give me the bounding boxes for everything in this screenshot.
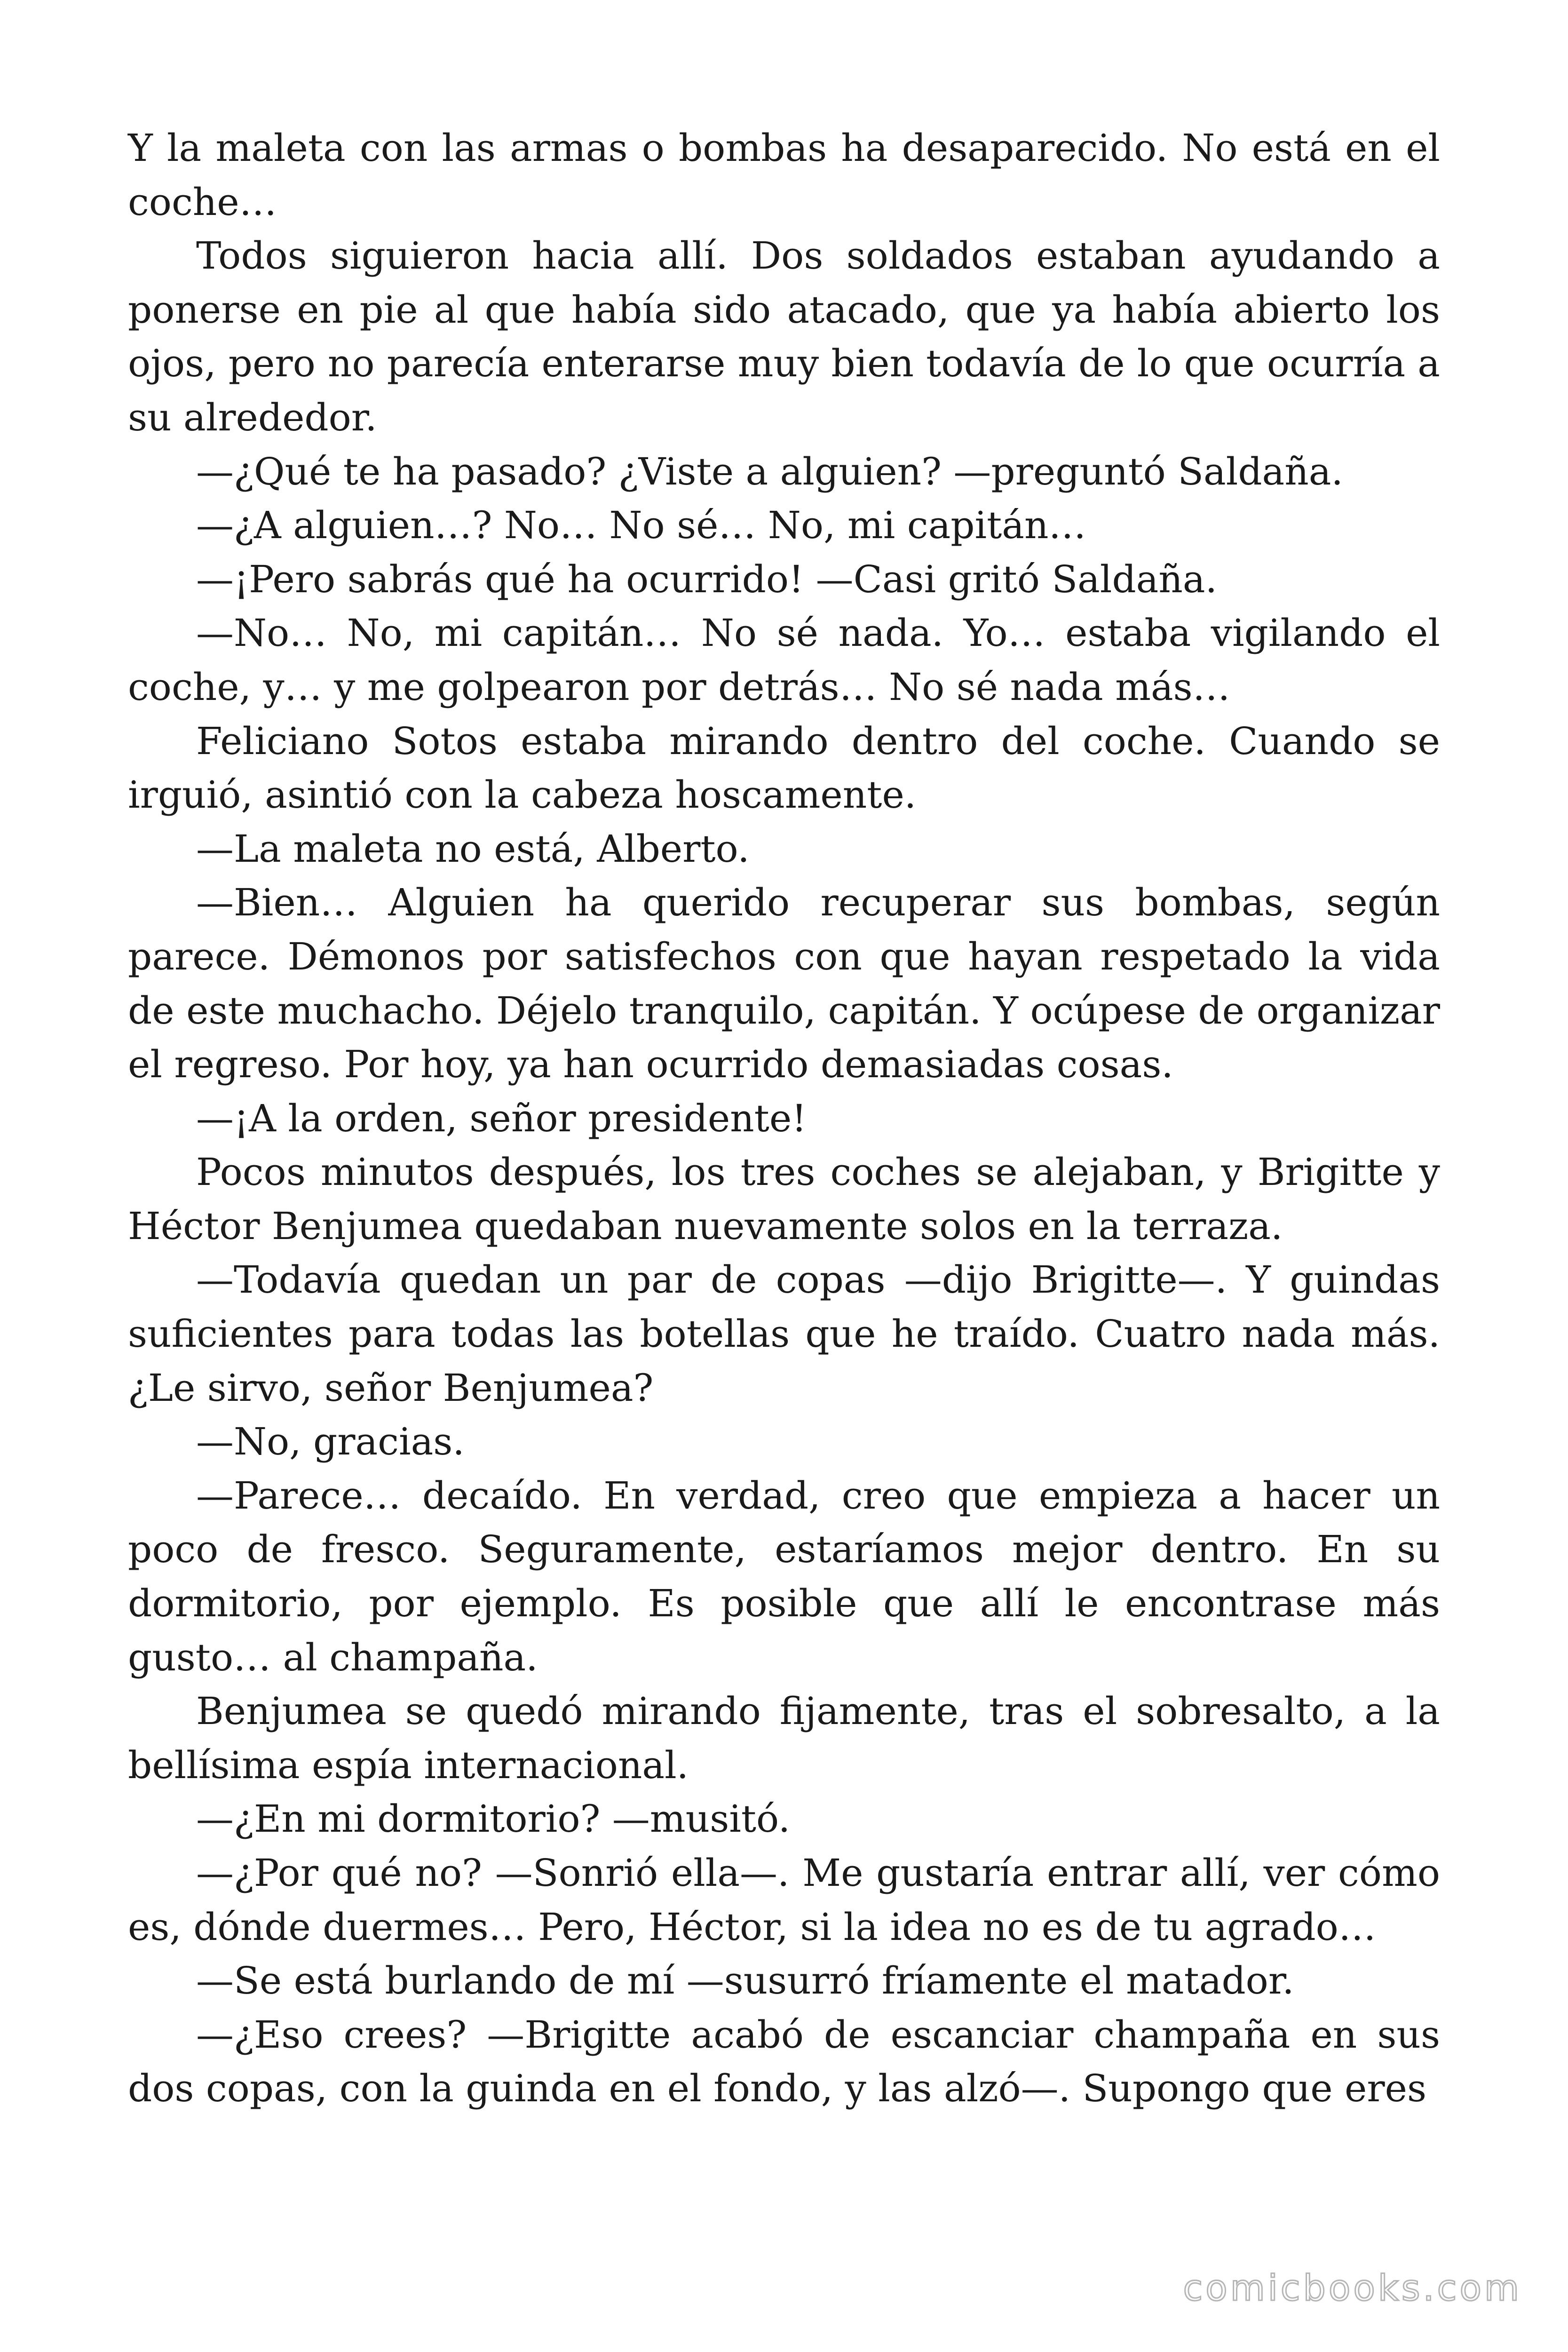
paragraph-10: —¡A la orden, señor presidente! — [196, 1096, 807, 1140]
paragraph-13: —No, gracias. — [196, 1420, 465, 1464]
page-body — [128, 121, 1440, 2116]
paragraph-2: Todos siguieron hacia allí. Dos soldados estaban ayudando a ponerse en pie al que había sido atacado, que ya había abierto los ojos, pero no parecía enterarse muy bien todavía de lo que ocurría a su alrededor. — [128, 234, 1440, 439]
paragraph-16: —¿En mi dormitorio? —musitó. — [196, 1797, 791, 1841]
paragraph-12: —Todavía quedan un par de copas —dijo Brigitte—. Y guindas suficientes para todas las botellas que he traído. Cuatro nada más. ¿Le sirvo, señor Benjumea? — [128, 1258, 1440, 1410]
paragraph-5: —¡Pero sabrás qué ha ocurrido! —Casi gritó Saldaña. — [196, 557, 1218, 601]
paragraph-17: —¿Por qué no? —Sonrió ella—. Me gustaría entrar allí, ver cómo es, dónde duermes… Pero, Héctor, si la idea no es de tu agrado… — [128, 1851, 1440, 1949]
paragraph-1: Y la maleta con las armas o bombas ha desaparecido. No está en el coche… — [128, 126, 1440, 224]
paragraph-11: Pocos minutos después, los tres coches se alejaban, y Brigitte y Héctor Benjumea quedaban nuevamente solos en la terraza. — [128, 1150, 1440, 1248]
paragraph-7: Feliciano Sotos estaba mirando dentro del coche. Cuando se irguió, asintió con la cabeza hoscamente. — [128, 719, 1440, 817]
paragraph-4: —¿A alguien…? No… No sé… No, mi capitán… — [196, 503, 1086, 548]
paragraph-18: —Se está burlando de mí —susurró fríamente el matador. — [196, 1959, 1294, 2003]
paragraph-8: —La maleta no está, Alberto. — [196, 826, 750, 871]
paragraph-3: —¿Qué te ha pasado? ¿Viste a alguien? —preguntó Saldaña. — [196, 449, 1343, 493]
paragraph-14: —Parece… decaído. En verdad, creo que empieza a hacer un poco de fresco. Seguramente, estaríamos mejor dentro. En su dormitorio, por ejemplo. Es posible que allí le encontrase más gusto… al champaña. — [128, 1473, 1440, 1679]
watermark: comicbooks.com — [1183, 2267, 1522, 2309]
paragraph-15: Benjumea se quedó mirando fijamente, tras el sobresalto, a la bellísima espía internacional. — [128, 1689, 1440, 1787]
paragraph-6: —No… No, mi capitán… No sé nada. Yo… estaba vigilando el coche, y… y me golpearon por detrás… No sé nada más… — [128, 611, 1440, 709]
paragraph-19: —¿Eso crees? —Brigitte acabó de escanciar champaña en sus dos copas, con la guinda en el fondo, y las alzó—. Supongo que eres — [128, 2012, 1440, 2111]
paragraph-9: —Bien… Alguien ha querido recuperar sus bombas, según parece. Démonos por satisfechos con que hayan respetado la vida de este muchacho. Déjelo tranquilo, capitán. Y ocúpese de organizar el regreso. Por hoy, ya han ocurrido demasiadas cosas. — [128, 881, 1440, 1087]
